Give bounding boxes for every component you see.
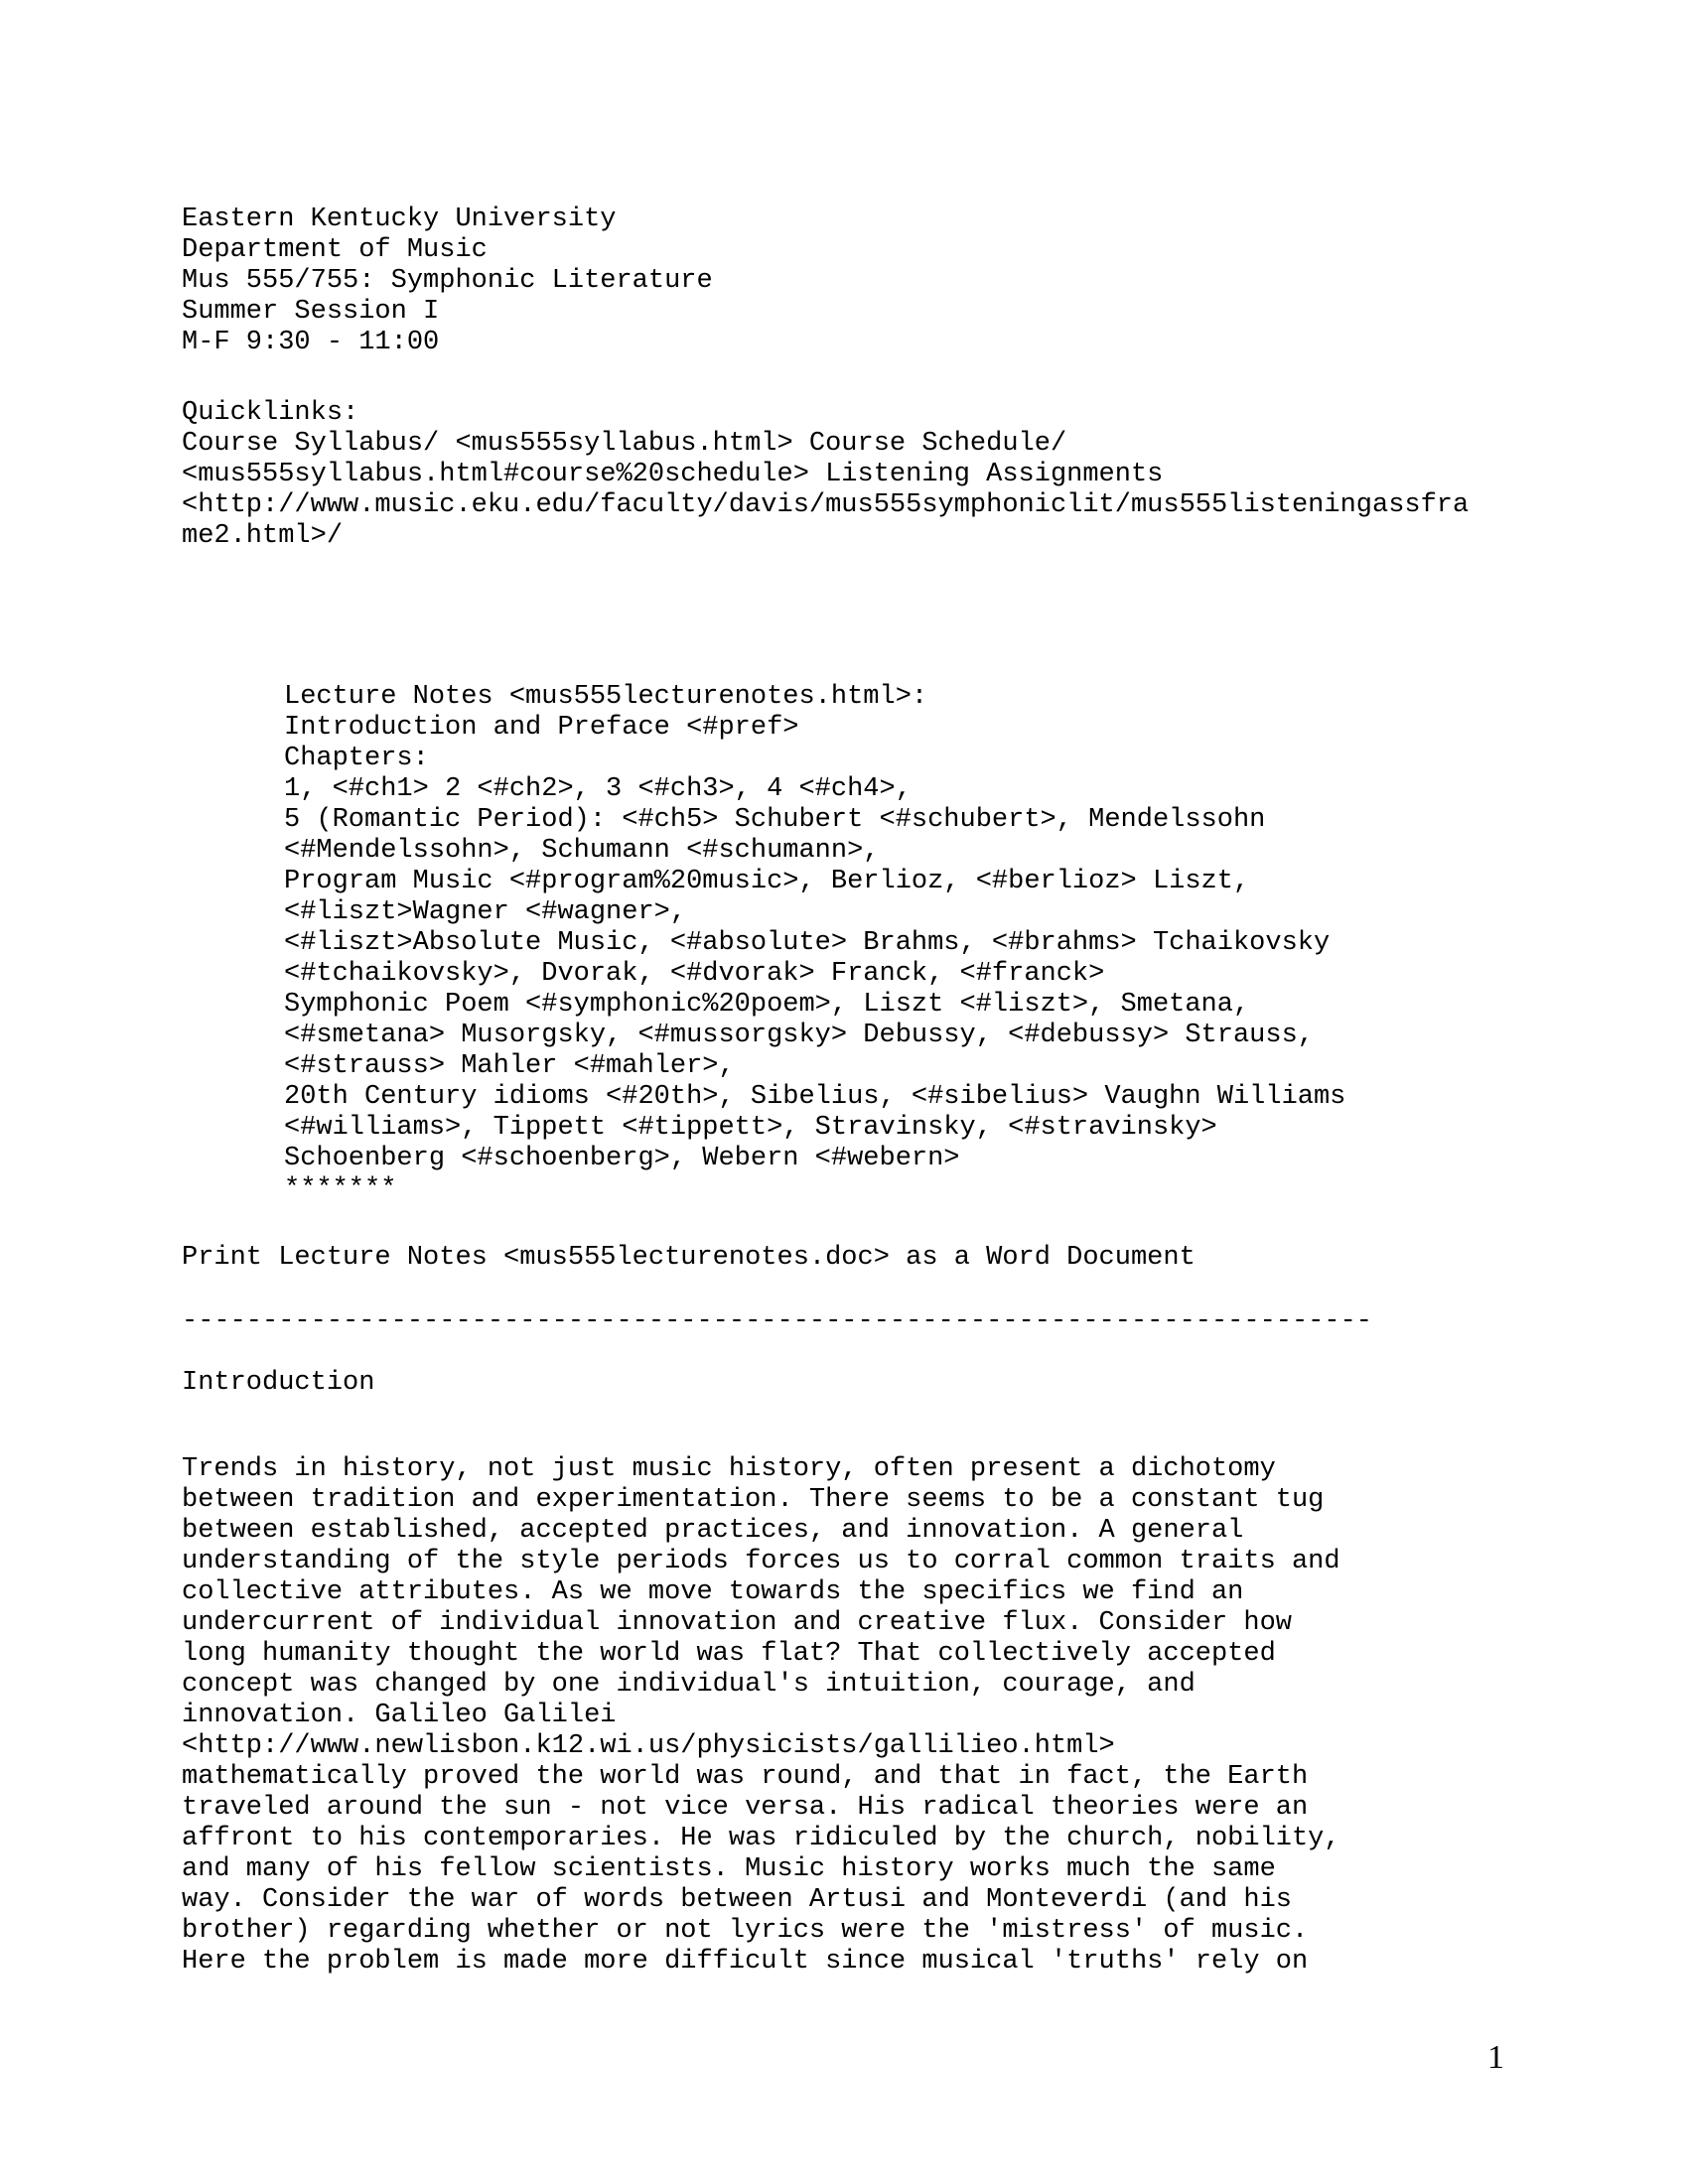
text-line: Chapters:: [284, 744, 429, 773]
quicklinks-heading: Quicklinks:: [182, 398, 359, 428]
text-line: 20th Century idioms <#20th>, Sibelius, <#sibelius> Vaughn Williams: [284, 1082, 1346, 1112]
meeting-times: M-F 9:30 - 11:00: [182, 328, 440, 357]
print-notes-line: [182, 1243, 1688, 1274]
text-line: 5 (Romantic Period): <#ch5> Schubert <#schubert>, Mendelssohn: [284, 805, 1266, 835]
text-line: <#Mendelssohn>, Schumann <#schumann>,: [284, 836, 880, 866]
text-line: me2.html>/: [182, 521, 344, 551]
text-line: long humanity thought the world was flat? That collectively accepted: [182, 1639, 1276, 1669]
text-line: <#williams>, Tippett <#tippett>, Stravinsky, <#stravinsky>: [284, 1113, 1217, 1143]
text-line: traveled around the sun - not vice versa. His radical theories were an: [182, 1793, 1309, 1823]
text-line: brother) regarding whether or not lyrics were the 'mistress' of music.: [182, 1916, 1309, 1946]
university-name: Eastern Kentucky University: [182, 205, 617, 234]
text-line: <http://www.music.eku.edu/faculty/davis/mus555symphoniclit/mus555listeningassfra: [182, 490, 1470, 520]
text-line: <#smetana> Musorgsky, <#mussorgsky> Debussy, <#debussy> Strauss,: [284, 1021, 1314, 1050]
text-line: Introduction and Preface <#pref>: [284, 713, 799, 743]
text-line: Schoenberg <#schoenberg>, Webern <#webern>: [284, 1144, 960, 1173]
text-line: 1, <#ch1> 2 <#ch2>, 3 <#ch3>, 4 <#ch4>,: [284, 774, 912, 804]
text-line: collective attributes. As we move towards the specifics we find an: [182, 1577, 1244, 1607]
section-divider: [182, 1306, 1688, 1337]
introduction-heading: [182, 1368, 1688, 1399]
introduction-paragraph: [182, 1454, 1688, 1978]
text-line: <#tchaikovsky>, Dvorak, <#dvorak> Franck, <#franck>: [284, 959, 1105, 989]
text-line: understanding of the style periods forces us to corral common traits and: [182, 1547, 1340, 1576]
text-line: <#liszt>Wagner <#wagner>,: [284, 897, 687, 927]
page-number: 1: [1487, 2039, 1504, 2076]
text-line: Symphonic Poem <#symphonic%20poem>, Liszt <#liszt>, Smetana,: [284, 990, 1250, 1020]
text-line: Course Syllabus/ <mus555syllabus.html> Course Schedule/: [182, 429, 1067, 459]
text-line: <http://www.newlisbon.k12.wi.us/physicists/gallilieo.html>: [182, 1731, 1115, 1761]
text-line: Program Music <#program%20music>, Berlioz, <#berlioz> Liszt,: [284, 867, 1250, 896]
course-title: Mus 555/755: Symphonic Literature: [182, 266, 713, 296]
text-line: concept was changed by one individual's intuition, courage, and: [182, 1670, 1196, 1700]
text-line: between tradition and experimentation. There seems to be a constant tug: [182, 1485, 1325, 1515]
text-line: <#strauss> Mahler <#mahler>,: [284, 1051, 735, 1081]
text-line: Here the problem is made more difficult since musical 'truths' rely on: [182, 1947, 1309, 1977]
lecture-notes-heading: Lecture Notes <mus555lecturenotes.html>:: [284, 682, 928, 712]
text-line: and many of his fellow scientists. Music history works much the same: [182, 1854, 1276, 1884]
department-name: Department of Music: [182, 235, 488, 265]
lecture-notes-section: [182, 682, 1688, 1205]
course-header: [182, 205, 1688, 358]
asterisk-separator: *******: [284, 1174, 397, 1204]
section-title: Introduction: [182, 1368, 375, 1398]
text-line: mathematically proved the world was round, and that in fact, the Earth: [182, 1762, 1309, 1792]
text-line: between established, accepted practices, and innovation. A general: [182, 1516, 1244, 1546]
text-line: way. Consider the war of words between Artusi and Monteverdi (and his: [182, 1885, 1292, 1915]
text-line: Print Lecture Notes <mus555lecturenotes.doc> as a Word Document: [182, 1243, 1196, 1273]
session-label: Summer Session I: [182, 297, 440, 327]
text-line: affront to his contemporaries. He was ridiculed by the church, nobility,: [182, 1824, 1340, 1853]
text-line: Trends in history, not just music history, often present a dichotomy: [182, 1454, 1276, 1484]
text-line: innovation. Galileo Galilei: [182, 1701, 617, 1730]
dashed-rule: --------------------------------------------------------------------------: [182, 1306, 1372, 1336]
text-line: undercurrent of individual innovation and creative flux. Consider how: [182, 1608, 1292, 1638]
text-line: <mus555syllabus.html#course%20schedule> Listening Assignments: [182, 460, 1164, 489]
quicklinks-section: [182, 398, 1688, 552]
text-line: <#liszt>Absolute Music, <#absolute> Brahms, <#brahms> Tchaikovsky: [284, 928, 1331, 958]
